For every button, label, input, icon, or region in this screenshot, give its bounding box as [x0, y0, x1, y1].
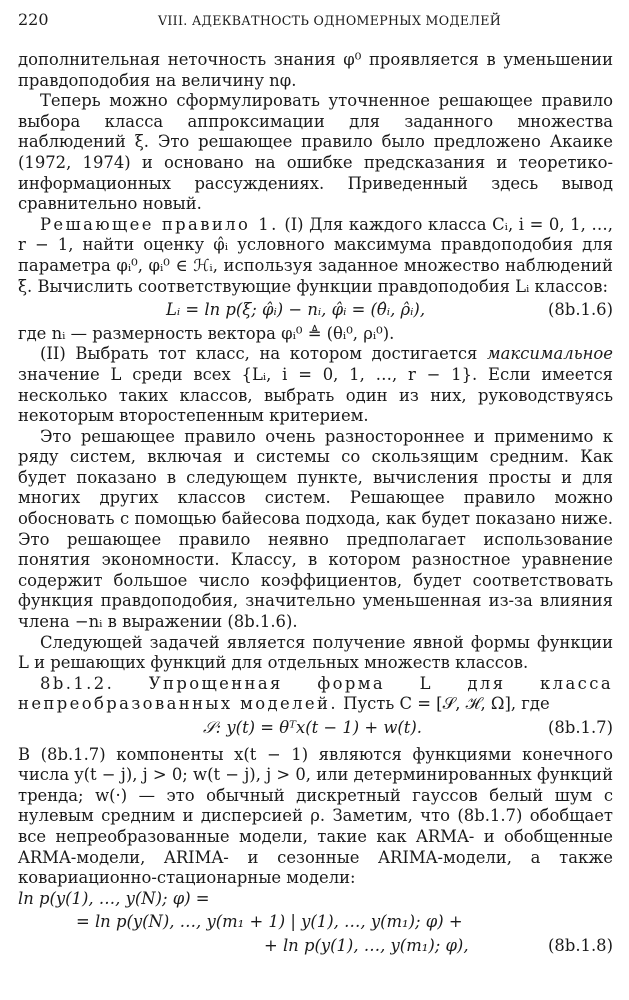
- paragraph-4: [18, 344, 613, 426]
- formula-8b-1-8-number: (8b.1.8): [548, 935, 613, 955]
- section-paragraph: [18, 674, 613, 715]
- formula-8b-1-8-line-2-expression: = ln p(y(N), …, y(m₁ + 1) | y(1), …, y(m₁); φ) +: [76, 912, 463, 932]
- formula-8b-1-6-expression: Lᵢ = ln p(ξ; φ̂ᵢ) − nᵢ, φ̂ᵢ = (θ̂ᵢ, ρ̂ᵢ),: [166, 300, 426, 320]
- decision-rule-title: Решающее правило 1.: [40, 214, 279, 234]
- formula-8b-1-8-line-1: [18, 889, 613, 910]
- paragraph-5: Это решающее правило очень разностороннее и применимо к ряду систем, включая и системы со скользящим средним. Как будет показано в следующем пункте, вычисления просты и для многих других классов систем. Решающее правило можно обосновать с помощью байесова подхода, как будет показано ниже. Это решающее правило неявно предполагает использование понятия экономности. Классу, в котором разностное уравнение содержит большое число коэффициентов, будет соответствовать функция правдоподобия, значительно уменьшенная из-за влияния члена −nᵢ в выражении (8b.1.6).: [18, 426, 613, 632]
- formula-8b-1-7-expression: 𝒮: y(t) = θᵀx(t − 1) + w(t).: [203, 718, 422, 737]
- formula-8b-1-7: [18, 718, 613, 739]
- decision-rule-paragraph: [18, 215, 613, 297]
- formula-8b-1-6-number: (8b.1.6): [548, 300, 613, 320]
- formula-8b-1-8-line-3-expression: + ln p(y(1), …, y(m₁); φ),: [264, 935, 469, 955]
- paragraph-4-end: значение L среди всех {Lᵢ, i = 0, 1, …, r − 1}. Если имеется несколько таких классов, выбрать один из них, руководствуясь некоторым второстепенным критерием.: [18, 364, 613, 426]
- paragraph-1: дополнительная неточность знания φ⁰ проявляется в уменьшении правдоподобия на величину nφ.: [18, 50, 613, 90]
- paragraph-4-emphasis: максимальное: [487, 344, 613, 364]
- running-head: VIII. АДЕКВАТНОСТЬ ОДНОМЕРНЫХ МОДЕЛЕЙ: [158, 13, 501, 28]
- section-title: 8b.1.2. Упрощенная форма L для класса непреобразованных моделей.: [18, 673, 613, 714]
- section-text: Пусть C = [𝒮, ℋ, Ω], где: [343, 694, 550, 714]
- paragraph-4-start: (II) Выбрать тот класс, на котором достигается: [40, 344, 478, 364]
- formula-8b-1-7-number: (8b.1.7): [548, 718, 613, 737]
- formula-8b-1-6: [18, 300, 613, 321]
- formula-8b-1-8-line-3: [18, 936, 613, 957]
- paragraph-3: где nᵢ — размерность вектора φᵢ⁰ ≜ (θᵢ⁰, ρᵢ⁰).: [18, 323, 395, 343]
- decision-rule-text: (I) Для каждого класса Cᵢ, i = 0, 1, …, r − 1, найти оценку φ̂ᵢ условного максимума правдоподобия для параметра φᵢ⁰, φᵢ⁰ ∈ ℋᵢ, используя заданное множество наблюдений ξ. Вычислить соответствующие функции правдоподобия Lᵢ классов:: [18, 214, 613, 296]
- page-header: [18, 10, 613, 36]
- paragraph-7: В (8b.1.7) компоненты x(t − 1) являются функциями конечного числа y(t − j), j > 0; w(t − j), j > 0, или детерминированных функций тренда; w(·) — это обычный дискретный гауссов белый шум с нулевым средним и дисперсией ρ. Заметим, что (8b.1.7) обобщает все непреобразованные модели, такие как ARMA- и обобщенные ARMA-модели, ARIMA- и сезонные ARIMA-модели, а также ковариационно-стационарные модели:: [18, 744, 613, 888]
- paragraph-6: Следующей задачей является получение явной формы функции L и решающих функций для отдельных множеств классов.: [18, 632, 613, 673]
- formula-8b-1-8-line-2: [18, 912, 613, 933]
- page-number: 220: [18, 10, 49, 29]
- formula-8b-1-8-line-1-expression: ln p(y(1), …, y(N); φ) =: [18, 888, 210, 908]
- paragraph-2: Теперь можно сформулировать уточненное решающее правило выбора класса аппроксимации для заданного множества наблюдений ξ. Это решающее правило было предложено Акаике (1972, 1974) и основано на ошибке предсказания и теоретико-информационных рассуждениях. Приведенный здесь вывод сравнительно новый.: [18, 91, 613, 214]
